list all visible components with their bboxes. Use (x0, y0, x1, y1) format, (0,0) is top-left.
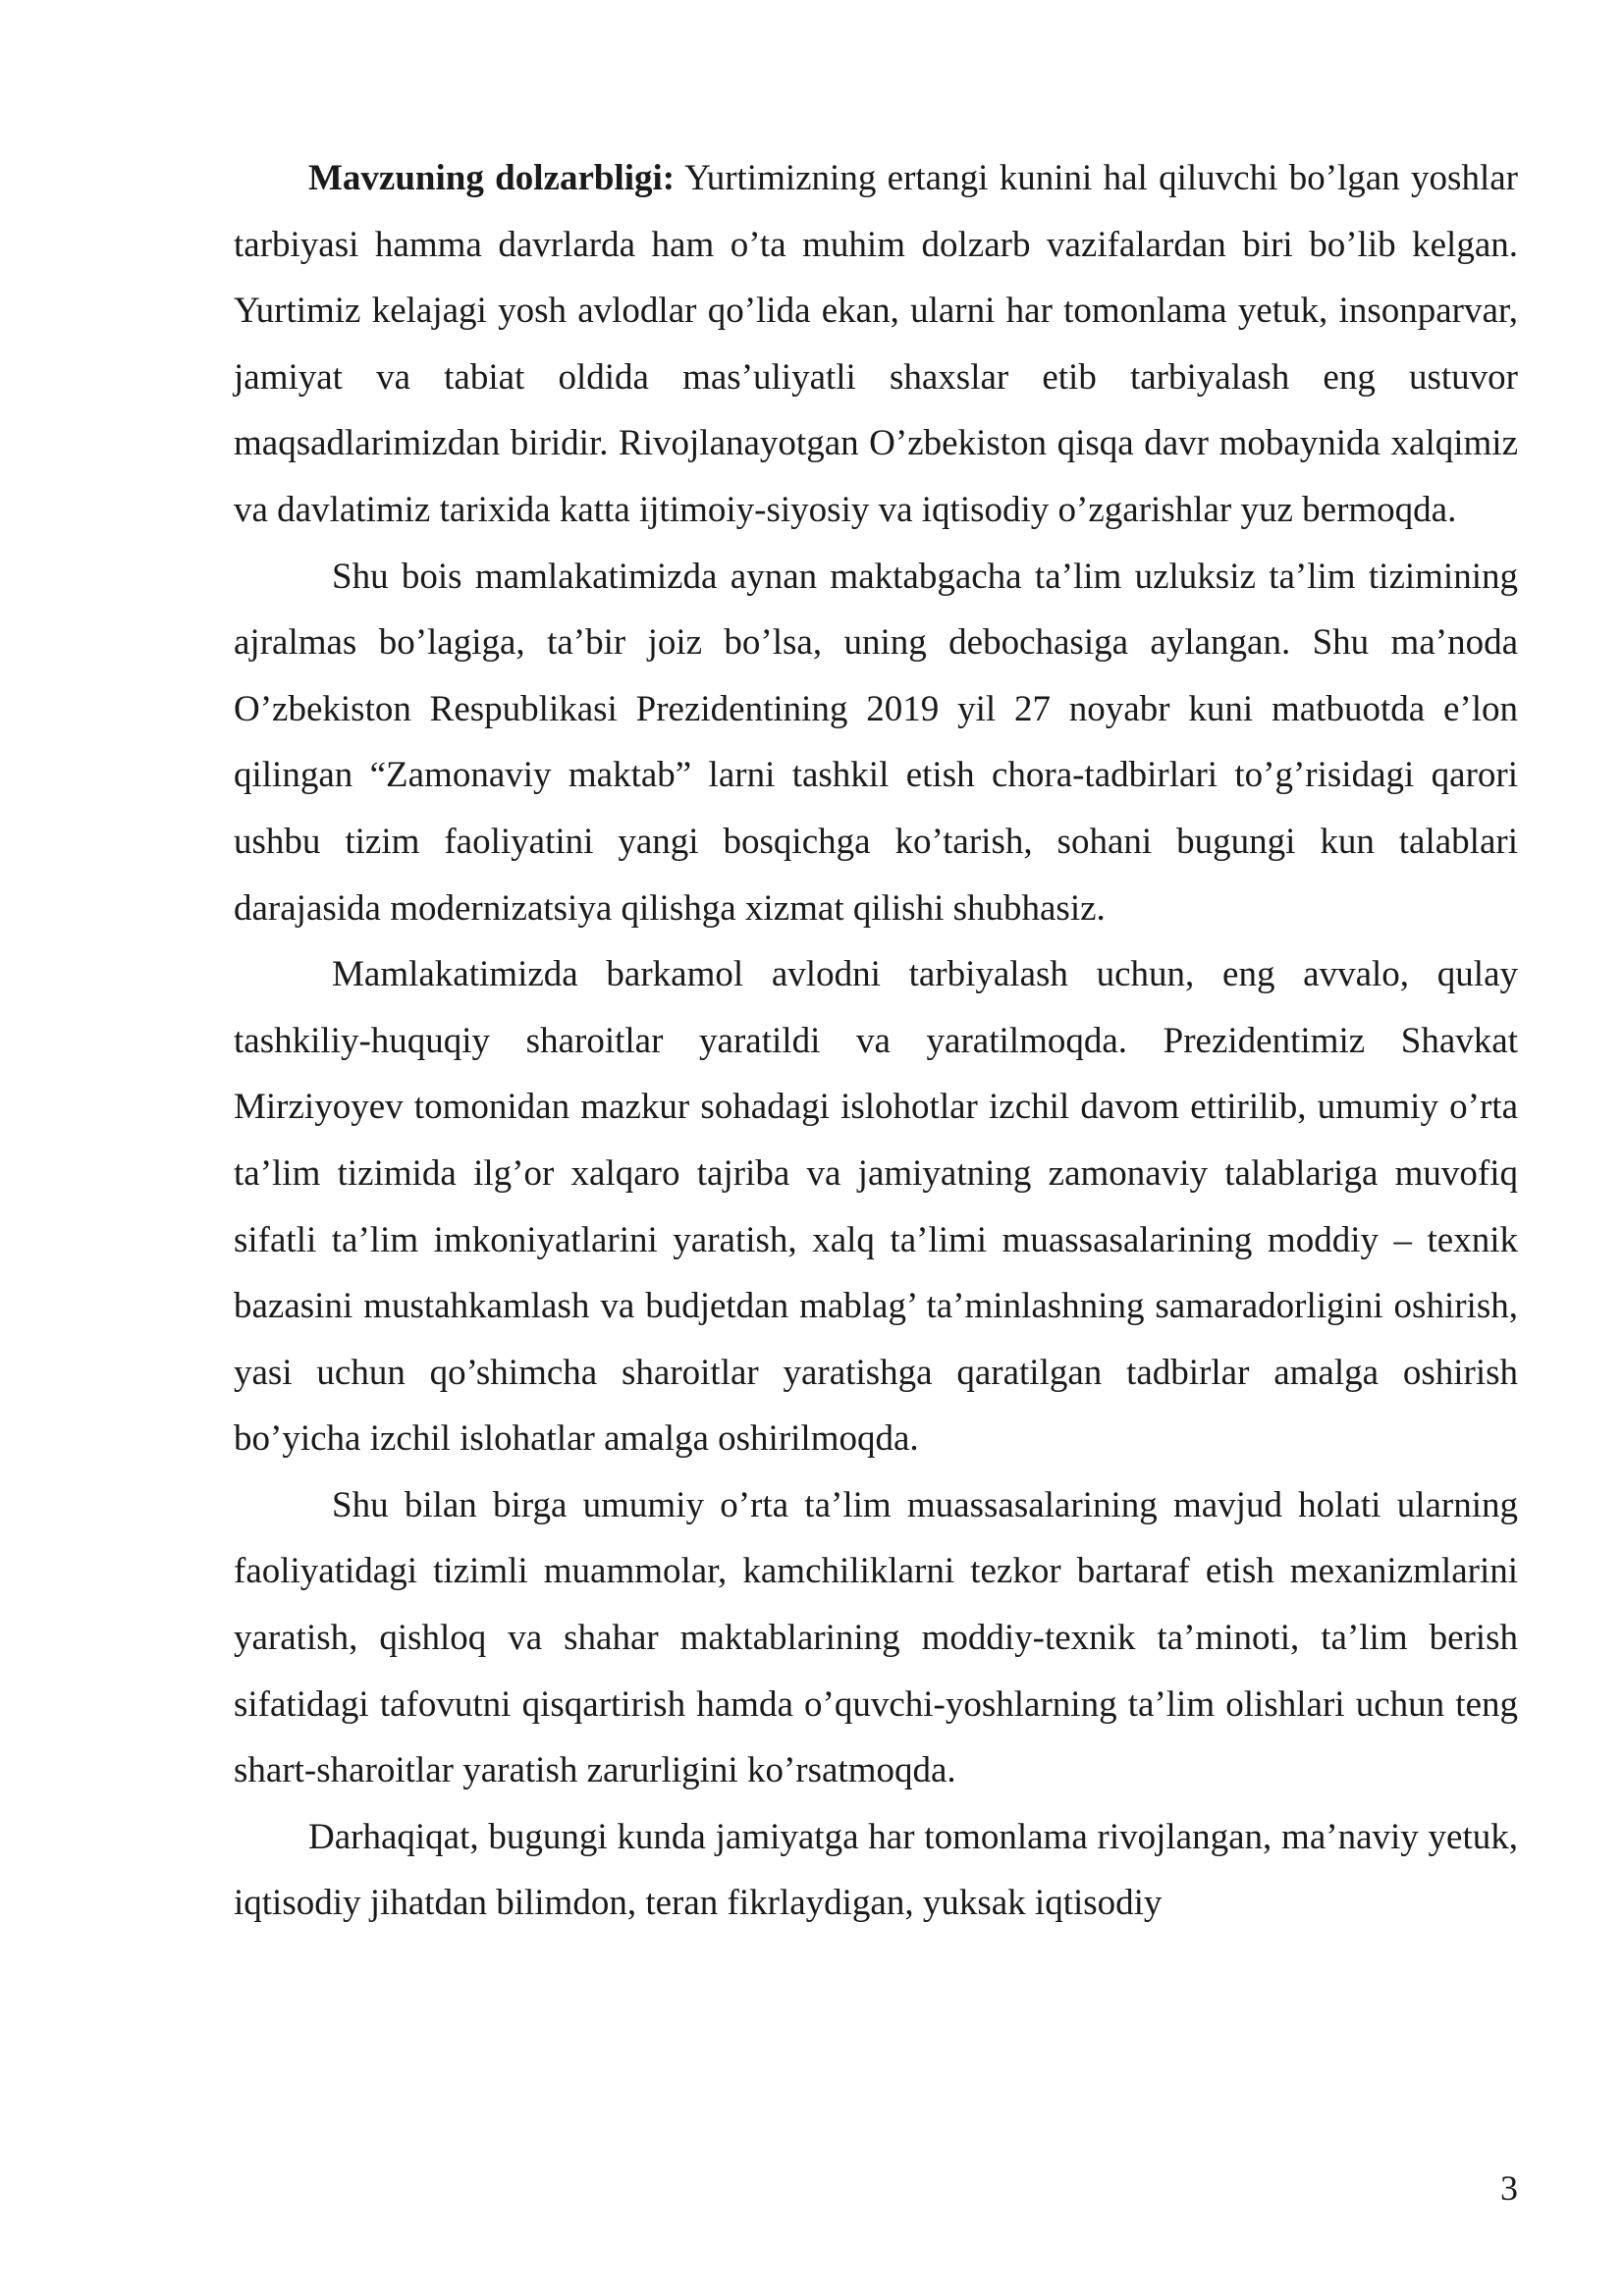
page-number: 3 (1500, 2168, 1518, 2208)
paragraph-preschool-education: Shu bois mamlakatimizda aynan maktabgacha ta’lim uzluksiz ta’lim tizimining ajralmas bo’lagiga, ta’bir joiz bo’lsa, uning debochasiga aylangan. Shu ma’noda O’zbekiston Respublikasi Prezidentining 2019 yil 27 noyabr kuni matbuotda e’lon qilingan “Zamonaviy maktab” larni tashkil etish chora-tadbirlari to’g’risidagi qarori ushbu tizim faoliyatini yangi bosqichga ko’tarish, sohani bugungi kun talablari darajasida modernizatsiya qilishga xizmat qilishi shubhasiz. (234, 556, 1518, 929)
paragraph-problems: Shu bilan birga umumiy o’rta ta’lim muassasalarining mavjud holati ularning faoliyatidagi tizimli muammolar, kamchiliklarni tezkor bartaraf etish mexanizmlarini yaratish, qishloq va shahar maktablarining moddiy-texnik ta’minoti, ta’lim berish sifatidagi tafovutni qisqartirish hamda o’quvchi-yoshlarning ta’lim olishlari uchun teng shart-sharoitlar yaratish zarurligini ko’rsatmoqda. (234, 1484, 1518, 1791)
paragraph-text: Yurtimizning ertangi kunini hal qiluvchi bo’lgan yoshlar tarbiyasi hamma davrlarda ham o’ta muhim dolzarb vazifalardan biri bo’lib kelgan. Yurtimiz kelajagi yosh avlodlar qo’lida ekan, ularni har tomonlama yetuk, insonparvar, jamiyat va tabiat oldida mas’uliyatli shaxslar etib tarbiyalash eng ustuvor maqsadlarimizdan biridir. Rivojlanayotgan O’zbekiston qisqa davr mobaynida xalqimiz va davlatimiz tarixida katta ijtimoiy-siyosiy va iqtisodiy o’zgarishlar yuz bermoqda. (234, 158, 1518, 530)
section-heading: Mavzuning dolzarbligi: (308, 158, 676, 198)
paragraph-topic-relevance (234, 145, 1518, 544)
document-page (234, 145, 1518, 1937)
paragraph-reforms: Mamlakatimizda barkamol avlodni tarbiyalash uchun, eng avvalo, qulay tashkiliy-huquqiy sharoitlar yaratildi va yaratilmoqda. Prezidentimiz Shavkat Mirziyoyev tomonidan mazkur sohadagi islohotlar izchil davom ettirilib, umumiy o’rta ta’lim tizimida ilg’or xalqaro tajriba va jamiyatning zamonaviy talablariga muvofiq sifatli ta’lim imkoniyatlarini yaratish, xalq ta’limi muassasalarining moddiy – texnik bazasini mustahkamlash va budjetdan mablag’ ta’minlashning samaradorligini oshirish, yasi uchun qo’shimcha sharoitlar yaratishga qaratilgan tadbirlar amalga oshirish bo’yicha izchil islohatlar amalga oshirilmoqda. (234, 954, 1518, 1460)
paragraph-conclusion: Darhaqiqat, bugungi kunda jamiyatga har tomonlama rivojlangan, ma’naviy yetuk, iqtisodiy jihatdan bilimdon, teran fikrlaydigan, yuksak iqtisodiy (234, 1816, 1518, 1924)
